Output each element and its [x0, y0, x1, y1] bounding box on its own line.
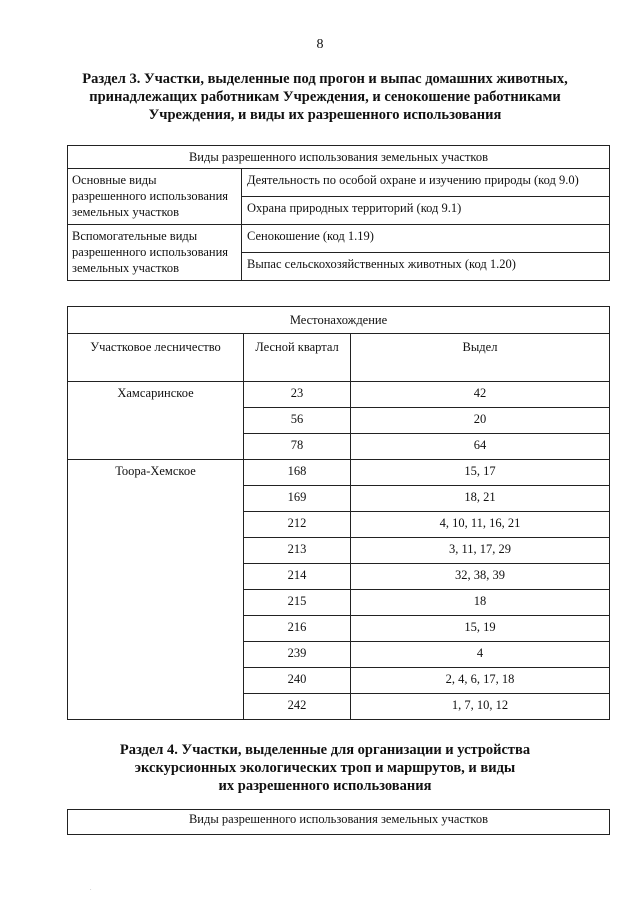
quarter-cell: 215: [244, 590, 351, 616]
section-3-title-line: принадлежащих работникам Учреждения, и сенокошение работниками: [89, 89, 561, 105]
section-4-title: [60, 741, 590, 795]
use-value: Охрана природных территорий (код 9.1): [242, 197, 610, 225]
quarter-cell: 23: [244, 382, 351, 408]
section-4-title-line: экскурсионных экологических троп и маршрутов, и виды: [134, 760, 516, 776]
quarter-cell: 242: [244, 694, 351, 720]
quarter-cell: 212: [244, 512, 351, 538]
forestry-name: Хамсаринское: [68, 382, 244, 460]
allotment-cell: 4, 10, 11, 16, 21: [351, 512, 610, 538]
column-header-quarter: Лесной квартал: [244, 334, 351, 382]
label-line: Вспомогательные виды: [72, 229, 198, 243]
quarter-cell: 216: [244, 616, 351, 642]
forestry-name: Тоора-Хемское: [68, 460, 244, 720]
allotment-cell: 18, 21: [351, 486, 610, 512]
column-header-allotment: Выдел: [351, 334, 610, 382]
allotment-cell: 15, 19: [351, 616, 610, 642]
allotment-cell: 15, 17: [351, 460, 610, 486]
land-use-table-header: Виды разрешенного использования земельных участков: [68, 146, 610, 169]
label-line: разрешенного использования: [72, 189, 229, 203]
allotment-cell: 64: [351, 434, 610, 460]
quarter-cell: 168: [244, 460, 351, 486]
allotment-cell: 2, 4, 6, 17, 18: [351, 668, 610, 694]
scan-mark: .: [90, 886, 92, 892]
label-line: Основные виды: [72, 173, 157, 187]
allotment-cell: 42: [351, 382, 610, 408]
section-4-use-table-header: Виды разрешенного использования земельных участков: [68, 810, 610, 835]
allotment-cell: 32, 38, 39: [351, 564, 610, 590]
table-row: [68, 382, 610, 408]
column-header-forestry: Участковое лесничество: [68, 334, 244, 382]
quarter-cell: 240: [244, 668, 351, 694]
allotment-cell: 3, 11, 17, 29: [351, 538, 610, 564]
main-use-label: [68, 169, 242, 225]
allotment-cell: 1, 7, 10, 12: [351, 694, 610, 720]
use-value: Выпас сельскохозяйственных животных (код 1.20): [242, 253, 610, 281]
label-line: земельных участков: [72, 205, 180, 219]
quarter-cell: 213: [244, 538, 351, 564]
section-3-title-line: Учреждения, и виды их разрешенного использования: [148, 107, 502, 123]
section-3-title-line: Раздел 3. Участки, выделенные под прогон и выпас домашних животных,: [82, 71, 568, 87]
section-4-title-line: их разрешенного использования: [218, 778, 432, 794]
allotment-cell: 18: [351, 590, 610, 616]
location-table: [67, 306, 610, 720]
quarter-cell: 239: [244, 642, 351, 668]
section-4-use-table: [67, 809, 610, 835]
quarter-cell: 169: [244, 486, 351, 512]
page-number: 8: [316, 37, 324, 52]
location-table-header: Местонахождение: [68, 307, 610, 334]
quarter-cell: 78: [244, 434, 351, 460]
label-line: земельных участков: [72, 261, 180, 275]
quarter-cell: 56: [244, 408, 351, 434]
land-use-table: [67, 145, 610, 281]
section-3-title: [60, 70, 590, 124]
allotment-cell: 4: [351, 642, 610, 668]
quarter-cell: 214: [244, 564, 351, 590]
auxiliary-use-label: [68, 225, 242, 281]
allotment-cell: 20: [351, 408, 610, 434]
table-row: [68, 460, 610, 486]
label-line: разрешенного использования: [72, 245, 229, 259]
section-4-title-line: Раздел 4. Участки, выделенные для организации и устройства: [119, 742, 531, 758]
use-value: Сенокошение (код 1.19): [242, 225, 610, 253]
use-value: Деятельность по особой охране и изучению природы (код 9.0): [242, 169, 610, 197]
